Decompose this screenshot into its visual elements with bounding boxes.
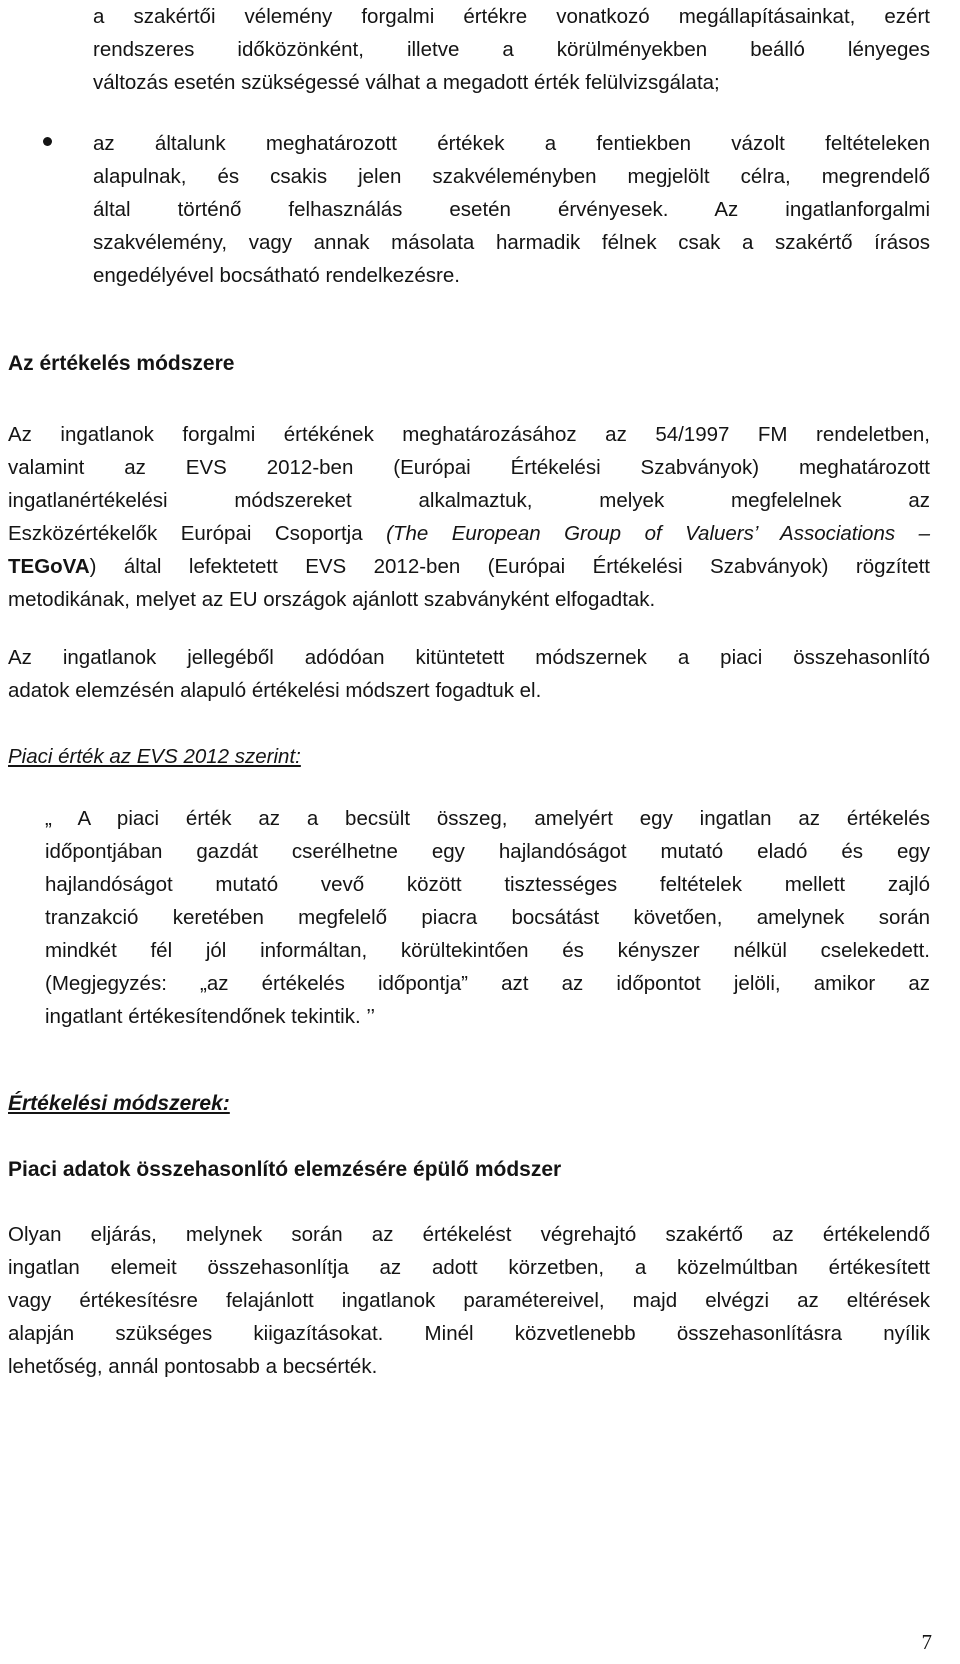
text-run: ) által lefektetett EVS 2012-ben (Európai Értékelési Szabványok) rögzített	[89, 555, 930, 578]
text-line: mindkét fél jól informáltan, körültekintően és kényszer nélkül cselekedett.	[45, 939, 930, 962]
text-line: Az ingatlanok jellegéből adódóan kitüntetett módszernek a piaci összehasonlító	[8, 646, 930, 669]
text-line-mixed	[8, 550, 930, 583]
text-run: Eszközértékelők Európai Csoportja	[8, 522, 387, 545]
text-line: adatok elemzésén alapuló értékelési módszert fogadtuk el.	[8, 679, 542, 702]
text-line: alapulnak, és csakis jelen szakvéleményben megjelölt célra, megrendelő	[93, 165, 930, 188]
comparison-method-paragraph	[8, 1218, 930, 1383]
text-line: rendszeres időközönként, illetve a körülményekben beálló lényeges	[93, 38, 930, 61]
bold-run: TEGoVA	[8, 555, 90, 578]
text-line: alapján szükséges kiigazításokat. Minél közvetlenebb összehasonlításra nyílik	[8, 1322, 930, 1345]
section-heading-method: Az értékelés módszere	[8, 352, 235, 375]
text-line: valamint az EVS 2012-ben (Európai Értékelési Szabványok) meghatározott	[8, 456, 930, 479]
text-line: által történő felhasználás esetén érvényesek. Az ingatlanforgalmi	[93, 198, 930, 221]
text-line: ingatlant értékesítendőnek tekintik. ’’	[45, 1005, 376, 1028]
bullet-paragraph	[93, 127, 930, 292]
text-line: a szakértői vélemény forgalmi értékre vonatkozó megállapításainkat, ezért	[93, 5, 930, 28]
text-line-mixed	[8, 517, 930, 550]
text-line: hajlandóságot mutató vevő között tisztességes feltételek mellett zajló	[45, 873, 930, 896]
text-line: ingatlan elemeit összehasonlítja az adott körzetben, a közelmúltban értékesített	[8, 1256, 930, 1279]
text-line: tranzakció keretében megfelelő piacra bocsátást követően, amelynek során	[45, 906, 930, 929]
text-line: (Megjegyzés: „az értékelés időpontja” azt az időpontot jelöli, amikor az	[45, 972, 930, 995]
top-paragraph	[93, 0, 930, 99]
text-line: „ A piaci érték az a becsült összeg, amelyért egy ingatlan az értékelés	[45, 807, 930, 830]
market-value-label: Piaci érték az EVS 2012 szerint:	[8, 745, 301, 768]
text-line: Olyan eljárás, melynek során az értékelést végrehajtó szakértő az értékelendő	[8, 1223, 930, 1246]
text-line: szakvélemény, vagy annak másolata harmadik félnek csak a szakértő írásos	[93, 231, 930, 254]
text-line: az általunk meghatározott értékek a fentiekben vázolt feltételeken	[93, 132, 930, 155]
italic-run: (The European Group of Valuers’ Associations –	[386, 522, 930, 545]
text-line: változás esetén szükségessé válhat a megadott érték felülvizsgálata;	[93, 71, 720, 94]
method-paragraph-1	[8, 418, 930, 616]
market-value-quote	[45, 802, 930, 1033]
method-paragraph-2	[8, 641, 930, 707]
text-line: engedélyével bocsátható rendelkezésre.	[93, 264, 460, 287]
text-line: metodikának, melyet az EU országok ajánlott szabványként elfogadtak.	[8, 588, 656, 611]
subheading-comparison-method: Piaci adatok összehasonlító elemzésére épülő módszer	[8, 1158, 562, 1181]
page-number: 7	[921, 1630, 932, 1654]
bullet-icon	[43, 137, 52, 146]
text-line: lehetőség, annál pontosabb a becsérték.	[8, 1355, 378, 1378]
text-line: vagy értékesítésre felajánlott ingatlanok paramétereivel, majd elvégzi az eltérések	[8, 1289, 930, 1312]
text-line: Az ingatlanok forgalmi értékének meghatározásához az 54/1997 FM rendeletben,	[8, 423, 930, 446]
section-heading-methods: Értékelési módszerek:	[8, 1092, 230, 1115]
text-line: időpontjában gazdát cserélhetne egy hajlandóságot mutató eladó és egy	[45, 840, 930, 863]
text-line: ingatlanértékelési módszereket alkalmaztuk, melyek megfelelnek az	[8, 489, 930, 512]
